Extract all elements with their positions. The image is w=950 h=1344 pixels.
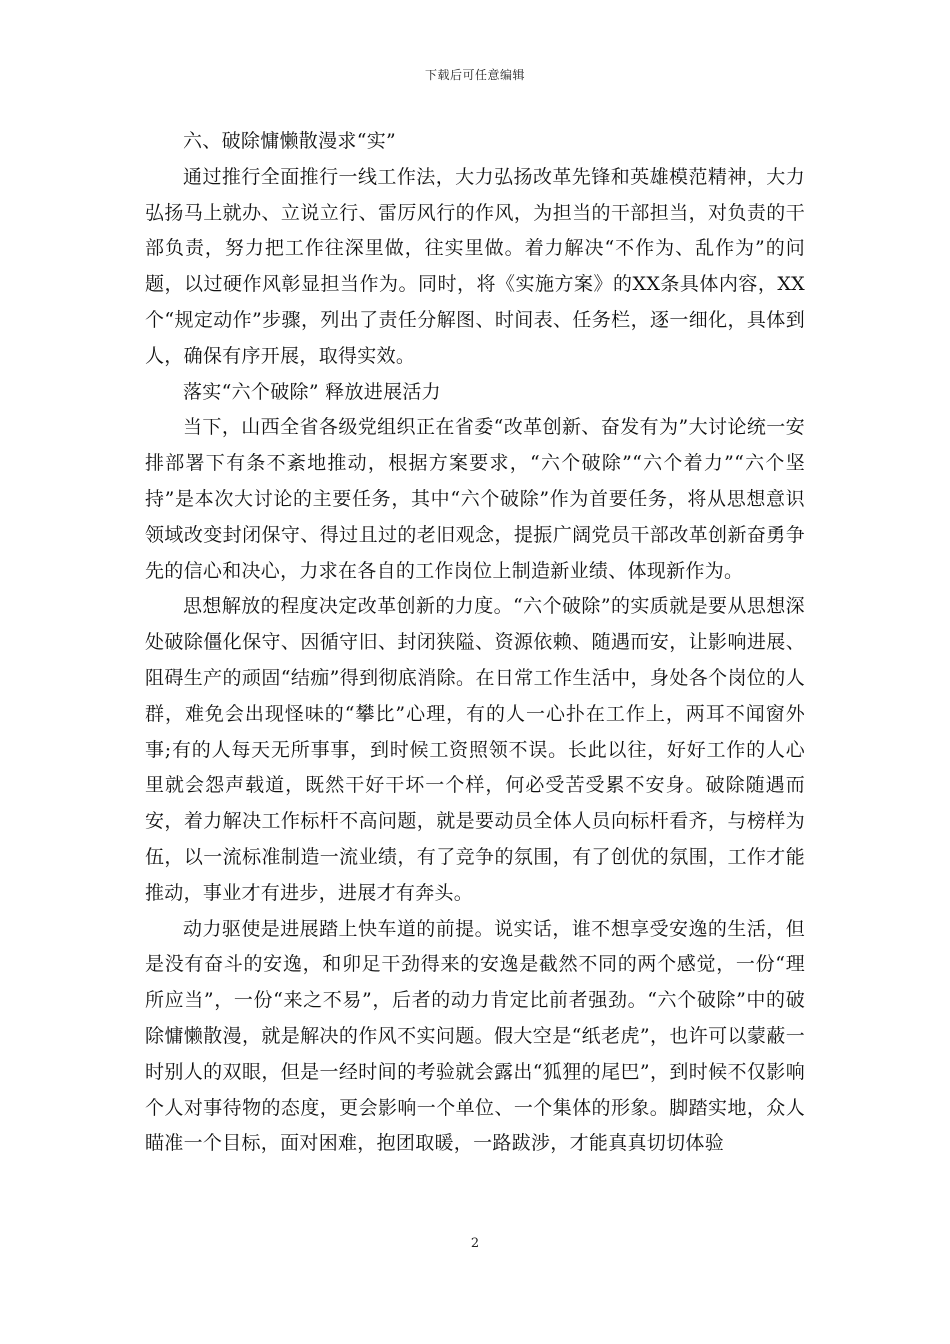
body-paragraph-4: 动力驱使是进展踏上快车道的前提。说实话，谁不想享受安逸的生活，但是没有奋斗的安逸，和卯足干劲得来的安逸是截然不同的两个感觉，一份“理所应当”，一份“来之不易”，后者的动力肯定比前者强劲。“六个破除”中的破除慵懒散漫，就是解决的作风不实问题。假大空是“纸老虎”，也许可以蒙蔽一时别人的双眼，但是一经时间的考验就会露出“狐狸的尾巴”，到时候不仅影响个人对事待物的态度，更会影响一个单位、一个集体的形象。脚踏实地，众人瞄准一个目标，面对困难，抱团取暖，一路跋涉，才能真真切切体验 (145, 917, 805, 1155)
page-number: 2 (470, 1236, 480, 1251)
section-heading-2: 落实“六个破除” 释放进展活力 (183, 380, 441, 403)
section-heading-1: 六、破除慵懒散漫求“实” (183, 130, 397, 152)
body-paragraph-3: 思想解放的程度决定改革创新的力度。“六个破除”的实质就是要从思想深处破除僵化保守、因循守旧、封闭狭隘、资源依赖、随遇而安，让影响进展、阻碍生产的顽固“结痂”得到彻底消除。在日常工作生活中，身处各个岗位的人群，难免会出现怪味的“攀比”心理，有的人一心扑在工作上，两耳不闻窗外事;有的人每天无所事事，到时候工资照领不误。长此以往，好好工作的人心里就会怨声载道，既然干好干坏一个样，何必受苦受累不安身。破除随遇而安，着力解决工作标杆不高问题，就是要动员全体人员向标杆看齐，与榜样为伍，以一流标准制造一流业绩，有了竞争的氛围，有了创优的氛围，工作才能推动，事业才有进步，进展才有奔头。 (145, 595, 805, 904)
page-header: 下载后可任意编辑 (424, 68, 525, 82)
document-body (145, 124, 805, 1162)
body-paragraph-2: 当下，山西全省各级党组织正在省委“改革创新、奋发有为”大讨论统一安排部署下有条不紊地推动，根据方案要求，“六个破除”“六个着力”“六个坚持”是本次大讨论的主要任务，其中“六个破除”作为首要任务，将从思想意识领域改变封闭保守、得过且过的老旧观念，提振广阔党员干部改革创新奋勇争先的信心和决心，力求在各自的工作岗位上制造新业绩、体现新作为。 (145, 416, 805, 582)
body-paragraph-1: 通过推行全面推行一线工作法，大力弘扬改革先锋和英雄模范精神，大力弘扬马上就办、立说立行、雷厉风行的作风，为担当的干部担当，对负责的干部负责，努力把工作往深里做，往实里做。着力解决“不作为、乱作为”的问题，以过硬作风彰显担当作为。同时，将《实施方案》的XX条具体内容，XX个“规定动作”步骤，列出了责任分解图、时间表、任务栏，逐一细化，具体到人，确保有序开展，取得实效。 (145, 165, 805, 367)
